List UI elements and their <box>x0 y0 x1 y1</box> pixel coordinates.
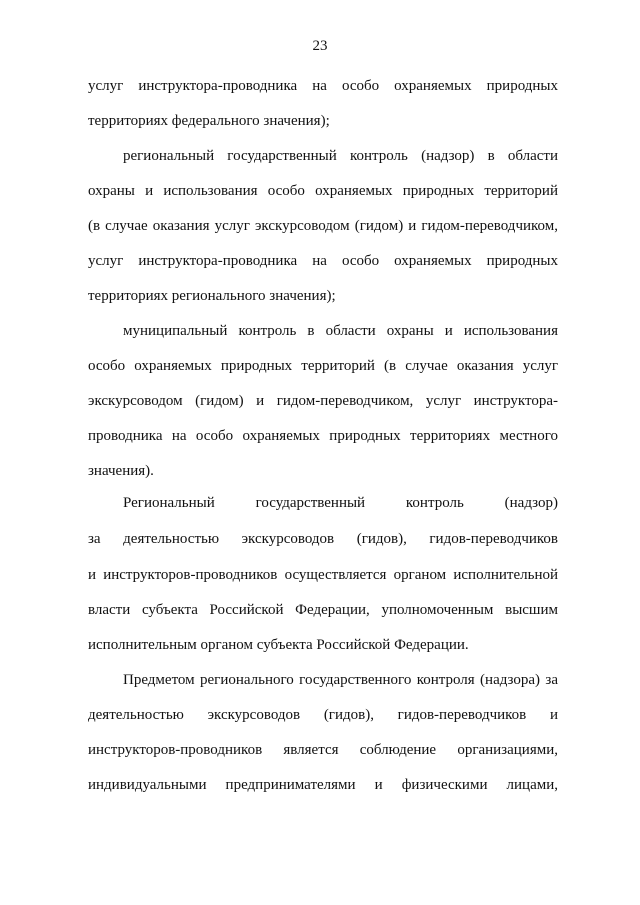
page-number: 23 <box>312 38 328 54</box>
paragraph-3-line-1: муниципальный контроль в области охраны и использования <box>123 323 558 339</box>
paragraph-3-line-4: проводника на особо охраняемых природных территориях местного <box>88 428 558 444</box>
paragraph-4-line-4: власти субъекта Российской Федерации, уполномоченным высшим <box>88 602 558 618</box>
paragraph-4-line-5: исполнительным органом субъекта Российской Федерации. <box>88 637 469 653</box>
paragraph-5-line-4: индивидуальными предпринимателями и физическими лицами, <box>88 777 558 793</box>
paragraph-4-line-1: Региональный государственный контроль (надзор) <box>123 495 558 511</box>
paragraph-5-line-3: инструкторов-проводников является соблюдение организациями, <box>88 742 558 758</box>
paragraph-2-line-2: охраны и использования особо охраняемых природных территорий <box>88 183 558 199</box>
paragraph-1-line-1: услуг инструктора-проводника на особо охраняемых природных <box>88 78 558 94</box>
paragraph-5-line-2: деятельностью экскурсоводов (гидов), гидов-переводчиков и <box>88 707 558 723</box>
paragraph-2-line-4: услуг инструктора-проводника на особо охраняемых природных <box>88 253 558 269</box>
paragraph-3-line-2: особо охраняемых природных территорий (в случае оказания услуг <box>88 358 558 374</box>
paragraph-2-line-3: (в случае оказания услуг экскурсоводом (гидом) и гидом-переводчиком, <box>88 218 558 234</box>
paragraph-5-line-1: Предметом регионального государственного контроля (надзора) за <box>123 672 558 688</box>
paragraph-2-line-5: территориях регионального значения); <box>88 288 336 304</box>
paragraph-3-line-5: значения). <box>88 463 154 479</box>
paragraph-1-line-2: территориях федерального значения); <box>88 113 330 129</box>
paragraph-2-line-1: региональный государственный контроль (надзор) в области <box>123 148 558 164</box>
paragraph-4-line-2: за деятельностью экскурсоводов (гидов), гидов-переводчиков <box>88 531 558 547</box>
paragraph-3-line-3: экскурсоводом (гидом) и гидом-переводчиком, услуг инструктора- <box>88 393 558 409</box>
paragraph-4-line-3: и инструкторов-проводников осуществляется органом исполнительной <box>88 567 558 583</box>
